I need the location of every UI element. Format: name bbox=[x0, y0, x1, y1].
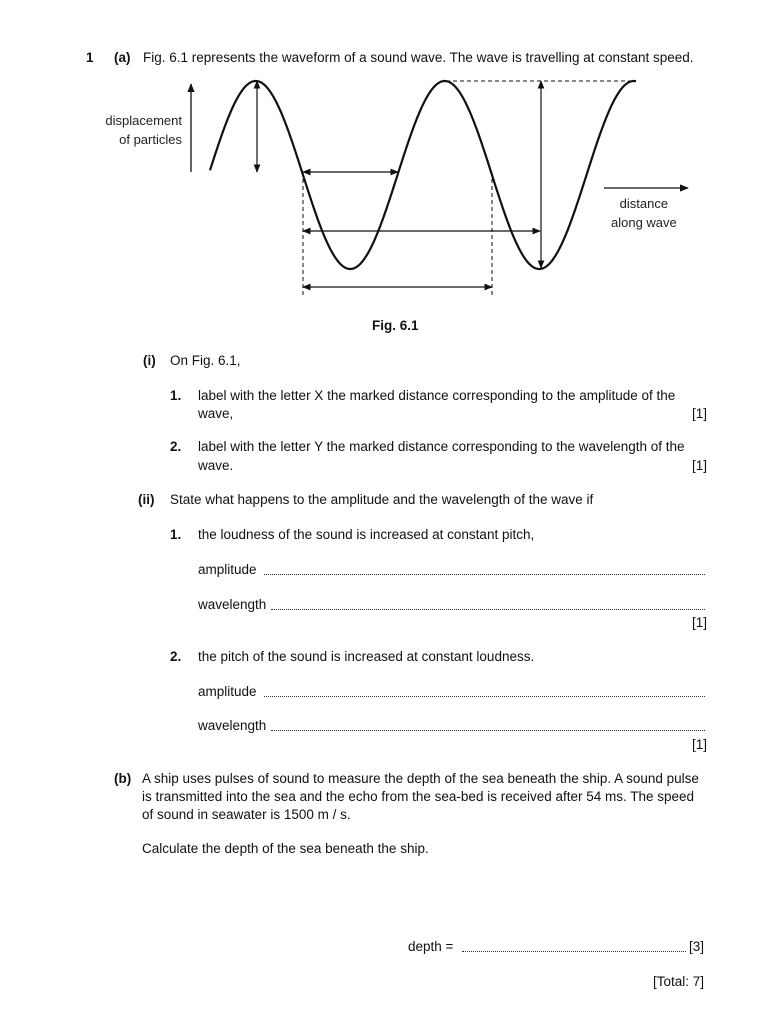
part-i-item2-text: label with the letter Y the marked distance corresponding to the wavelength of the bbox=[198, 439, 685, 454]
part-ii-item2-marks: [1] bbox=[691, 737, 707, 752]
part-a-stem: Fig. 6.1 represents the waveform of a sound wave. The wave is travelling at constant speed. bbox=[143, 50, 694, 65]
part-ii-item2-number: 2. bbox=[170, 649, 182, 664]
part-b-marks: [3] bbox=[688, 939, 704, 954]
part-i-item1-text-cont: wave, bbox=[198, 406, 234, 421]
wavelength-label-1: wavelength bbox=[198, 597, 267, 612]
depth-answer-line[interactable] bbox=[462, 941, 686, 952]
part-i-item2-text-cont: wave. bbox=[198, 458, 234, 473]
part-i-item1-text: label with the letter X the marked distance corresponding to the amplitude of the bbox=[198, 388, 676, 403]
total-marks: [Total: 7] bbox=[652, 974, 704, 989]
part-i-label: (i) bbox=[143, 353, 156, 368]
part-b-text-line3: of sound in seawater is 1500 m / s. bbox=[142, 807, 351, 822]
part-b-text-line1: A ship uses pulses of sound to measure the depth of the sea beneath the ship. A sound pulse bbox=[142, 771, 699, 786]
amplitude-label-2: amplitude bbox=[198, 684, 257, 699]
amplitude-label-1: amplitude bbox=[198, 562, 257, 577]
part-i-item2-marks: [1] bbox=[691, 458, 707, 473]
x-axis-label: distance along wave bbox=[611, 196, 677, 230]
part-i-stem: On Fig. 6.1, bbox=[170, 353, 241, 368]
part-i-item1-marks: [1] bbox=[691, 406, 707, 421]
part-b-text-line2: is transmitted into the sea and the echo from the sea-bed is received after 54 ms. The speed bbox=[142, 789, 695, 804]
depth-label: depth = bbox=[408, 939, 454, 954]
amplitude-answer-line-2[interactable] bbox=[264, 686, 705, 697]
part-ii-item1-marks: [1] bbox=[691, 615, 707, 630]
part-ii-item2-text: the pitch of the sound is increased at constant loudness. bbox=[198, 649, 535, 664]
part-a-label: (a) bbox=[114, 50, 131, 65]
part-i-item1-number: 1. bbox=[170, 388, 182, 403]
part-ii-label: (ii) bbox=[138, 492, 155, 507]
wave-curve bbox=[210, 81, 636, 269]
waveform-figure bbox=[0, 0, 768, 320]
part-b-instruction: Calculate the depth of the sea beneath the ship. bbox=[142, 841, 429, 856]
part-ii-stem: State what happens to the amplitude and the wavelength of the wave if bbox=[170, 492, 594, 507]
part-i-item2-number: 2. bbox=[170, 439, 182, 454]
part-ii-item1-number: 1. bbox=[170, 527, 182, 542]
amplitude-answer-line-1[interactable] bbox=[264, 564, 705, 575]
part-ii-item1-text: the loudness of the sound is increased at constant pitch, bbox=[198, 527, 535, 542]
y-axis-label: displacement of particles bbox=[105, 113, 182, 147]
wavelength-answer-line-1[interactable] bbox=[271, 599, 705, 610]
question-number: 1 bbox=[86, 50, 94, 65]
figure-caption: Fig. 6.1 bbox=[372, 318, 419, 333]
wavelength-answer-line-2[interactable] bbox=[271, 720, 705, 731]
wavelength-label-2: wavelength bbox=[198, 718, 267, 733]
part-b-label: (b) bbox=[114, 771, 132, 786]
